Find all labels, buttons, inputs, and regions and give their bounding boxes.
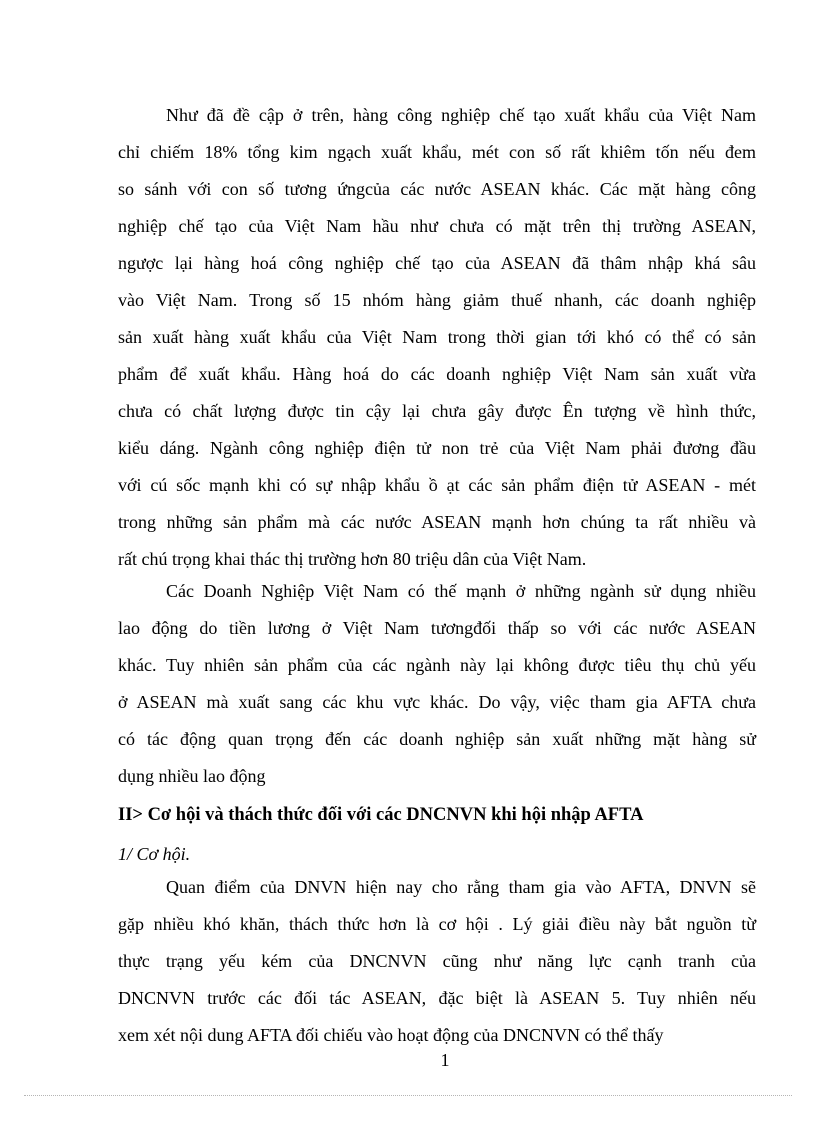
text-line: Quan điểm của DNVN hiện nay cho rằng tham gia vào AFTA, DNVN sẽ	[166, 877, 756, 897]
text-line: vào Việt Nam. Trong số 15 nhóm hàng giảm thuế nhanh, các doanh nghiệp	[118, 290, 756, 310]
text-line: kiểu dáng. Ngành công nghiệp điện tử non trẻ của Việt Nam phải đương đầu	[118, 438, 756, 458]
text-line: gặp nhiều khó khăn, thách thức hơn là cơ hội . Lý giải điều này bắt nguồn từ	[118, 914, 756, 934]
text-line: với cú sốc mạnh khi có sự nhập khẩu ồ ạt các sản phẩm điện tử ASEAN - mét	[118, 475, 756, 495]
paragraph-manufacturing-exports	[118, 97, 756, 578]
text-line: ngược lại hàng hoá công nghiệp chế tạo của ASEAN đã thâm nhập khá sâu	[118, 253, 756, 273]
text-line: chỉ chiếm 18% tổng kim ngạch xuất khẩu, mét con số rất khiêm tốn nếu đem	[118, 142, 756, 162]
text-line: DNCNVN trước các đối tác ASEAN, đặc biệt là ASEAN 5. Tuy nhiên nếu	[118, 988, 756, 1008]
text-line: chưa có chất lượng được tin cậy lại chưa gây được Ên tượng về hình thức,	[118, 401, 756, 421]
paragraph-labor-intensive	[118, 573, 756, 795]
section-heading: II> Cơ hội và thách thức đối với các DNCNVN khi hội nhập AFTA	[118, 805, 644, 825]
text-line: sản xuất hàng xuất khẩu của Việt Nam trong thời gian tới khó có thể có sản	[118, 327, 756, 347]
page-bottom-divider	[24, 1095, 792, 1096]
text-line: lao động do tiền lương ở Việt Nam tươngđối thấp so với các nước ASEAN	[118, 618, 756, 638]
text-line: thực trạng yếu kém của DNCNVN cũng như năng lực cạnh tranh của	[118, 951, 756, 971]
text-line: khác. Tuy nhiên sản phẩm của các ngành này lại không được tiêu thụ chủ yếu	[118, 655, 756, 675]
paragraph-opportunities	[118, 869, 756, 1054]
text-line: rất chú trọng khai thác thị trường hơn 80 triệu dân của Việt Nam.	[118, 549, 587, 569]
text-line: dụng nhiều lao động	[118, 766, 266, 786]
text-line: trong những sản phẩm mà các nước ASEAN mạnh hơn chúng ta rất nhiều và	[118, 512, 756, 532]
text-line: nghiệp chế tạo của Việt Nam hầu như chưa có mặt trên thị trường ASEAN,	[118, 216, 756, 236]
text-line: Như đã đề cập ở trên, hàng công nghiệp chế tạo xuất khẩu của Việt Nam	[166, 105, 756, 125]
subsection-heading: 1/ Cơ hội.	[118, 844, 191, 864]
text-line: so sánh với con số tương ứngcủa các nước ASEAN khác. Các mặt hàng công	[118, 179, 756, 199]
text-line: ở ASEAN mà xuất sang các khu vực khác. Do vậy, việc tham gia AFTA chưa	[118, 692, 756, 712]
text-line: xem xét nội dung AFTA đối chiếu vào hoạt động của DNCNVN có thể thấy	[118, 1025, 664, 1045]
text-line: có tác động quan trọng đến các doanh nghiệp sản xuất những mặt hàng sử	[118, 729, 756, 749]
text-line: Các Doanh Nghiệp Việt Nam có thế mạnh ở những ngành sử dụng nhiều	[166, 581, 756, 601]
page-number: 1	[440, 1050, 450, 1070]
text-line: phẩm để xuất khẩu. Hàng hoá do các doanh nghiệp Việt Nam sản xuất vừa	[118, 364, 756, 384]
